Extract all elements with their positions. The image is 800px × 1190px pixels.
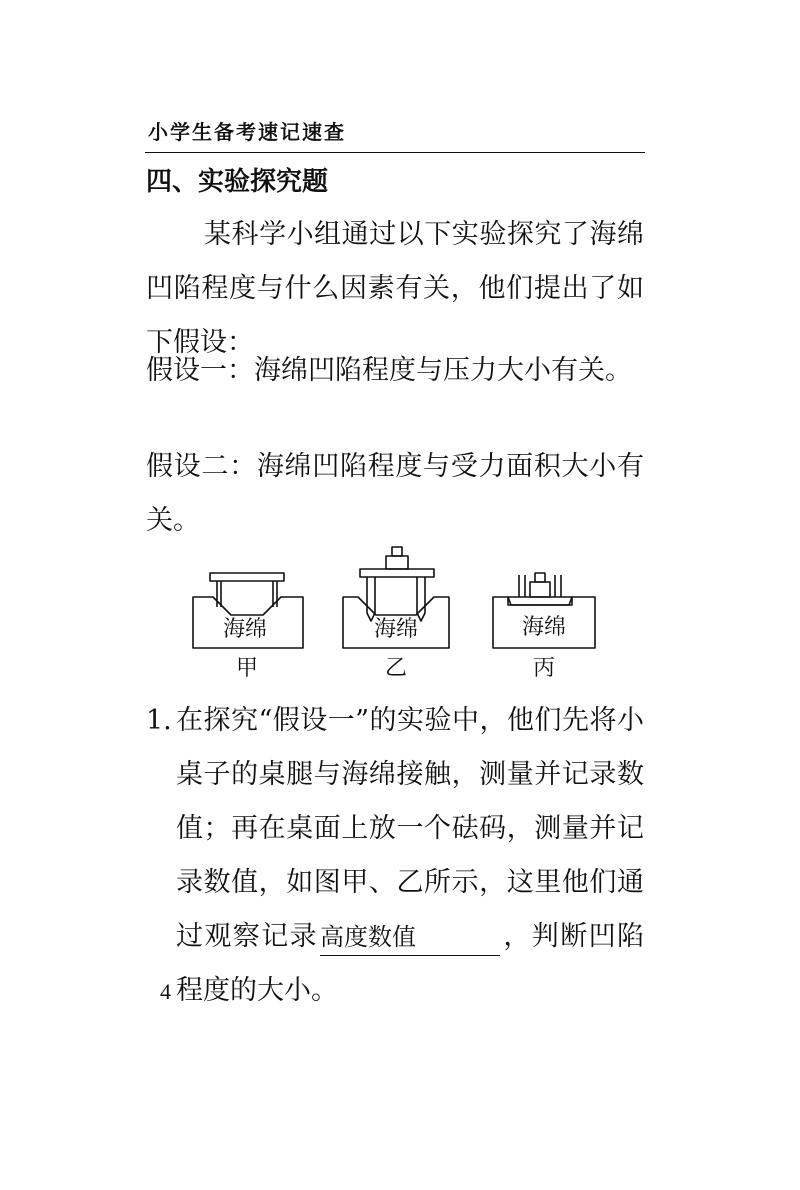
panel-jia-caption: 甲 — [235, 656, 259, 681]
experiment-figure — [185, 535, 605, 690]
header-divider — [145, 152, 645, 153]
question-text-after: ，判断凹陷程度的大小。 — [176, 921, 644, 1006]
panel-yi-sponge-label: 海绵 — [373, 617, 419, 642]
answer-blank: 高度数值 — [320, 919, 500, 956]
panel-bing-weight-knob — [535, 573, 545, 582]
panel-jia-sponge-label: 海绵 — [222, 617, 268, 642]
page-number: 4 — [160, 979, 171, 1004]
question-number: 1. — [146, 705, 172, 736]
book-series-title: 小学生备考速记速查 — [148, 120, 346, 144]
panel-jia-table-legs — [217, 581, 277, 607]
panel-bing-tabletop — [508, 597, 572, 605]
panel-yi-weight-knob — [392, 547, 402, 556]
panel-bing-caption: 丙 — [532, 656, 556, 681]
question-body — [176, 694, 644, 1018]
panel-bing-sponge-label: 海绵 — [521, 615, 567, 640]
section-heading: 四、实验探究题 — [146, 167, 329, 197]
hypothesis-one: 假设一：海绵凹陷程度与压力大小有关。 — [146, 355, 632, 386]
question-text-before: 在探究“假设一”的实验中，他们先将小桌子的桌腿与海绵接触，测量并记录数值；再在桌面上放一个砝码，测量并记录数值，如图甲、乙所示，这里他们通过观察记录 — [176, 705, 644, 952]
panel-jia-tabletop — [210, 573, 284, 581]
intro-paragraph: 某科学小组通过以下实验探究了海绵凹陷程度与什么因素有关，他们提出了如下假设： — [146, 219, 644, 358]
hypothesis-two: 假设二：海绵凹陷程度与受力面积大小有关。 — [146, 451, 644, 536]
panel-yi-tabletop — [360, 569, 434, 577]
panel-yi-caption: 乙 — [384, 656, 408, 681]
panel-yi-weight — [386, 556, 408, 569]
panel-bing-weight — [530, 582, 550, 597]
panel-bing-table-legs — [519, 575, 561, 597]
question-1 — [146, 694, 646, 1018]
